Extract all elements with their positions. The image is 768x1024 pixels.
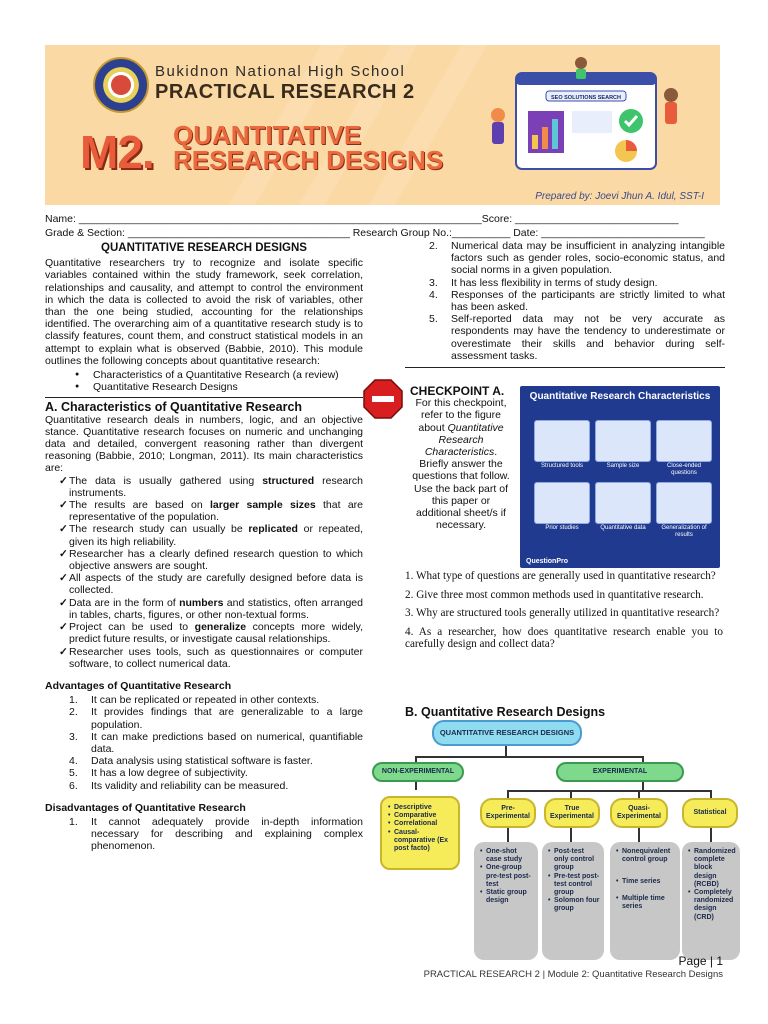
outline-list — [75, 369, 363, 393]
figure-tile: Quantitative data — [595, 482, 651, 538]
characteristic-item: ✓ Data are in the form of numbers and statistics, often arranged in tables, charts, figures, or other non-textual forms. — [45, 597, 363, 621]
module-title — [173, 120, 444, 175]
question: 1. What type of questions are generally used in quantitative research? — [405, 570, 716, 582]
checkpoint-heading: CHECKPOINT A. — [410, 384, 505, 398]
generalization-icon — [656, 482, 712, 524]
disadvantage-item: 3. It has less flexibility in terms of study design. — [429, 276, 658, 289]
advantage-item: 1. It can be replicated or repeated in other contexts. — [69, 694, 320, 707]
section-b-title: B. Quantitative Research Designs — [405, 705, 606, 719]
disadvantages-list — [45, 816, 363, 853]
divider — [45, 397, 363, 398]
quantitative-data-icon — [595, 482, 651, 524]
module-banner — [45, 45, 720, 205]
characteristic-item: ✓ Researcher uses tools, such as questionnaires or computer software, to collect numerical data. — [45, 646, 363, 670]
figure-tile: Sample size — [595, 420, 651, 476]
seo-illustration-icon — [476, 55, 696, 185]
right-column — [405, 240, 725, 371]
checkpoint-questions — [405, 570, 723, 657]
characteristic-item: ✓ Project can be used to generalize concepts more widely, predict future results, or investigate causal relationships. — [45, 621, 363, 645]
module-title-line1: QUANTITATIVE — [173, 120, 362, 150]
figure-tile: Generalization of results — [656, 482, 712, 538]
sample-size-icon — [595, 420, 651, 462]
student-info-fields[interactable] — [45, 212, 705, 240]
advantage-item: 2. It provides findings that are generalizable to a large population. — [69, 706, 363, 731]
true-experimental-node: True Experimental — [544, 798, 600, 828]
root-node: QUANTITATIVE RESEARCH DESIGNS — [432, 720, 582, 746]
statistical-node: Statistical — [682, 798, 738, 828]
prior-studies-icon — [534, 482, 590, 524]
characteristic-item: ✓ The data is usually gathered using structured research instruments. — [45, 475, 363, 499]
characteristics-figure — [520, 386, 720, 568]
question: 2. Give three most common methods used in quantitative research. — [405, 588, 704, 601]
non-experimental-types: • Descriptive • Comparative • Correlational • Causal-comparative (Ex post facto) — [380, 796, 460, 870]
question: 3. Why are structured tools generally utilized in quantitative research? — [405, 607, 720, 619]
disadvantages-title: Disadvantages of Quantitative Research — [45, 801, 246, 814]
left-column — [45, 242, 363, 853]
advantages-title: Advantages of Quantitative Research — [45, 679, 232, 692]
advantages-list — [45, 694, 363, 792]
disadvantage-item: 4. Responses of the participants are strictly limited to what has been asked. — [429, 288, 725, 314]
outline-item: ● Quantitative Research Designs — [75, 381, 363, 393]
questionpro-logo: QuestionPro — [526, 558, 569, 565]
characteristic-item: ✓ All aspects of the study are carefully designed before data is collected. — [45, 572, 363, 596]
characteristic-item: ✓ The research study can usually be replicated or repeated, given its high reliability. — [45, 523, 363, 547]
figure-title: Quantitative Research Characteristics — [529, 391, 711, 402]
true-experimental-designs: • Post-test only control group • Pre-test post-test control group • Solomon four group — [542, 842, 604, 960]
section-heading: QUANTITATIVE RESEARCH DESIGNS — [101, 242, 307, 254]
question: 4. As a researcher, how does quantitative research enable you to carefully design and collect data? — [405, 625, 723, 650]
quasi-experimental-node: Quasi-Experimental — [610, 798, 668, 828]
statistical-designs: • Randomized complete block design (RCBD) • Completely randomized design (CRD) — [682, 842, 740, 960]
figure-tile: Prior studies — [534, 482, 590, 538]
page-number: Page | 1 — [678, 954, 723, 968]
outline-item: ● Characteristics of a Quantitative Research (a review) — [75, 369, 363, 381]
advantage-item: 5. It has a low degree of subjectivity. — [69, 767, 248, 780]
divider — [405, 367, 725, 368]
disadvantage-item: 2. Numerical data may be insufficient in analyzing intangible factors such as gender roles, socio-economic status, and social norms in a given population. — [429, 240, 725, 277]
module-title-line2: RESEARCH DESIGNS — [173, 145, 444, 175]
art-search-label: SEO SOLUTIONS SEARCH — [551, 95, 621, 101]
pre-experimental-node: Pre-Experimental — [480, 798, 536, 828]
advantage-item: 3. It can make predictions based on numerical, quantifiable data. — [69, 730, 363, 755]
experimental-node: EXPERIMENTAL — [556, 762, 684, 782]
pre-experimental-designs: • One-shot case study • One-group pre-test post-test • Static group design — [474, 842, 538, 960]
disadvantage-item: 1. It cannot adequately provide in-depth information necessary for describing and explaining complex phenomenon. — [69, 815, 363, 853]
figure-grid — [534, 420, 712, 538]
name-score-line[interactable]: Name: _____________________________________________________________________Score: ____________________________ — [45, 213, 679, 225]
characteristic-item: ✓ Researcher has a clearly defined research question to which objective answers are sought. — [45, 548, 363, 572]
school-seal-icon — [93, 57, 149, 113]
checkpoint-text: CHECKPOINT A. For this checkpoint, refer to the figure about Quantitative Research Characteristics. Briefly answer the questions that follow. Use the back part of this paper or additional sheet/s if necessary. — [410, 385, 512, 531]
prepared-by: Prepared by: Joevi Jhun A. Idul, SST-I — [535, 191, 704, 202]
stop-sign-icon — [362, 378, 404, 420]
figure-tile: Structured tools — [534, 420, 590, 476]
section-a-title: A. Characteristics of Quantitative Research — [45, 400, 303, 415]
non-experimental-node: NON-EXPERIMENTAL — [372, 762, 464, 782]
structured-tools-icon — [534, 420, 590, 462]
subject-title: PRACTICAL RESEARCH 2 — [155, 81, 415, 103]
disadvantage-item: 5. Self-reported data may not be very accurate as respondents may have the tendency to underestimate or overestimate their skills and behavior during self-assessment tasks. — [429, 313, 725, 362]
advantage-item: 6. Its validity and reliability can be measured. — [69, 779, 289, 792]
footer-text: PRACTICAL RESEARCH 2 | Module 2: Quantitative Research Designs — [423, 969, 723, 980]
disadvantages-list-continued — [405, 240, 725, 362]
figure-tile: Close-ended questions — [656, 420, 712, 476]
module-code: M2. — [80, 126, 154, 178]
section-a-paragraph: Quantitative research deals in numbers, logic, and an objective stance. Quantitative research focuses on numeric and unchanging data and detailed, convergent reasoning rather than divergent reasoning (Babbie, 2010; Longman, 2011). Its main characteristics are: — [45, 413, 363, 475]
characteristic-item: ✓ The results are based on larger sample sizes that are representative of the population. — [45, 499, 363, 523]
quasi-experimental-designs: • Nonequivalent control group • Time series • Multiple time series — [610, 842, 680, 960]
advantage-item: 4. Data analysis using statistical software is faster. — [69, 755, 313, 768]
grade-group-date-line[interactable]: Grade & Section: ______________________________________ Research Group No.:__________ Date: ____________________________ — [45, 227, 705, 239]
school-name: Bukidnon National High School — [155, 63, 406, 80]
intro-paragraph: Quantitative researchers try to recognize and isolate specific variables contained within the study framework, seek correlation, relationships and causality, and attempt to control the environment in which the data is collected to avoid the risk of variables, other than the one being studied, accounting for the relationships identified. The overarching aim of a quantitative research study is to classify features, count them, and construct statistical models in an attempt to explain what is observed (Babbie, 2010). This module outlines the following concepts about quantitative research: — [45, 257, 363, 367]
research-designs-diagram — [370, 718, 736, 963]
close-ended-questions-icon — [656, 420, 712, 462]
characteristics-list — [45, 475, 363, 670]
